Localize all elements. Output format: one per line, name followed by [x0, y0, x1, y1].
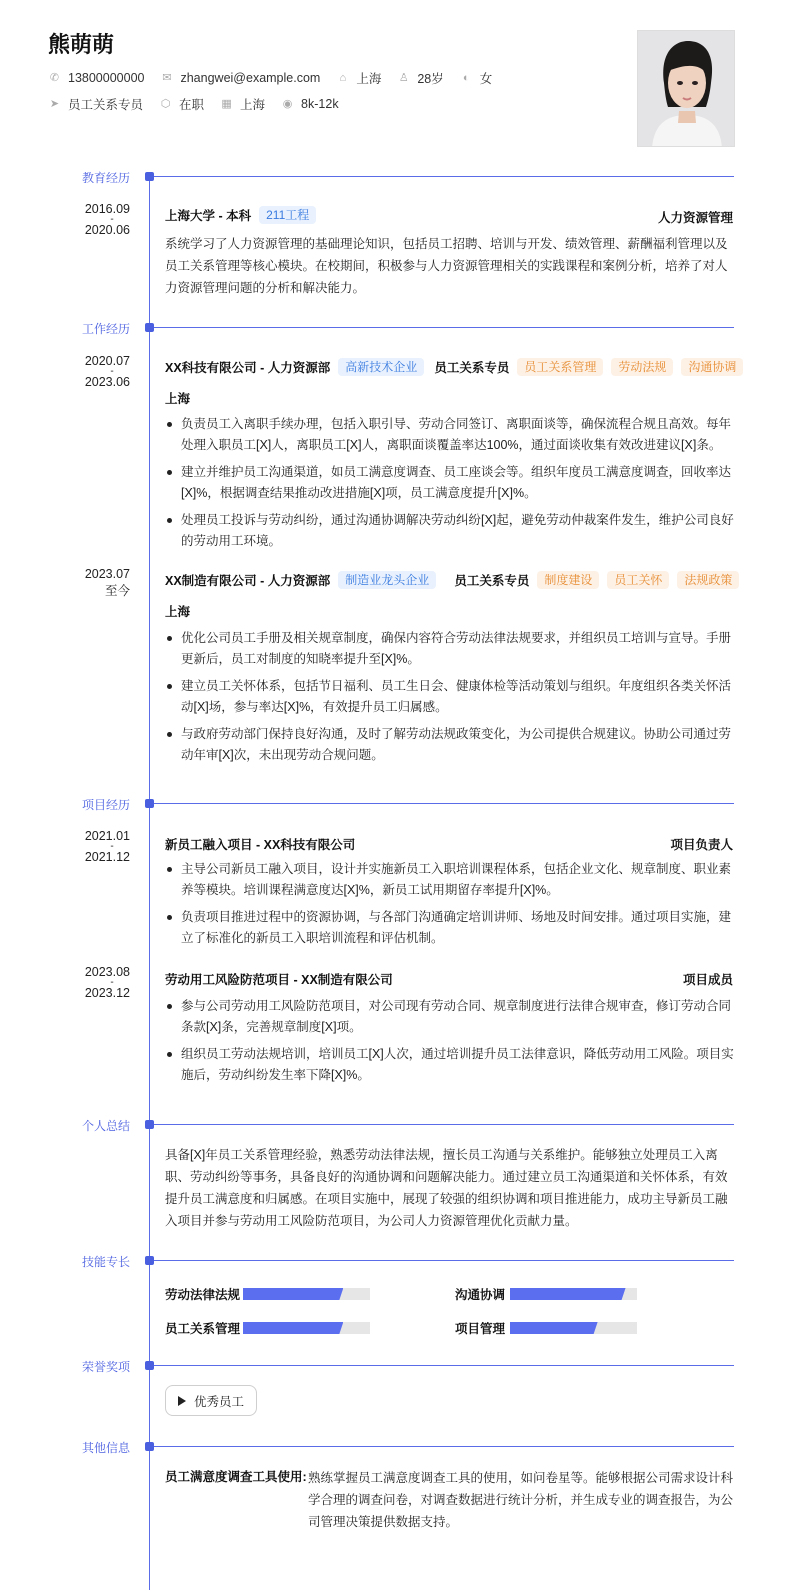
candidate-name: 熊萌萌 — [48, 32, 115, 57]
education-title — [165, 206, 316, 224]
work-city: 上海 — [165, 605, 191, 619]
date-start: 2016.09 — [84, 202, 130, 216]
section-divider — [154, 1124, 734, 1125]
skill-name: 项目管理 — [455, 1322, 506, 1336]
list-item: 负责项目推进过程中的资源协调，与各部门沟通确定培训讲师、场地及时间安排。通过项目实施，建立了标准化的新员工入职培训流程和评估机制。 — [165, 907, 735, 949]
section-marker — [145, 1120, 154, 1129]
cake-icon: ♙ — [398, 71, 409, 84]
section-divider — [154, 327, 734, 328]
gender-text: 女 — [479, 72, 493, 86]
skill-item — [165, 1285, 370, 1303]
project-bullets — [165, 859, 735, 955]
skill-item — [455, 1319, 637, 1337]
target-city-item — [220, 95, 265, 113]
skill-item — [165, 1319, 370, 1337]
skill-tag: 法规政策 — [677, 571, 739, 589]
section-title-skills: 技能专长 — [82, 1255, 131, 1269]
award-name: 优秀员工 — [194, 1394, 245, 1409]
salary-text: 8k-12k — [301, 97, 339, 111]
list-item: 组织员工劳动法规培训，培训员工[X]人次，通过培训提升员工法律意识，降低劳动用工风险。项目实施后，劳动纠纷发生率下降[X]%。 — [165, 1044, 735, 1086]
profile-photo — [637, 30, 735, 147]
position-name: 员工关系专员 — [454, 574, 530, 588]
project-name: 新员工融入项目 - XX科技有限公司 — [165, 838, 356, 852]
work-date: 2020.07 - 2023.06 — [84, 354, 130, 389]
list-item: 优化公司员工手册及相关规章制度，确保内容符合劳动法律法规要求，并组织员工培训与宣导。手册更新后，员工对制度的知晓率提升至[X]%。 — [165, 628, 735, 670]
age-item — [397, 69, 443, 87]
project-bullets — [165, 996, 735, 1092]
list-item: 建立员工关怀体系，包括节日福利、员工生日会、健康体检等活动策划与组织。年度组织各类关怀活动[X]场，参与率达[X]%，有效提升员工归属感。 — [165, 676, 735, 718]
salary-item — [281, 97, 339, 111]
award-badge — [165, 1385, 257, 1416]
work-title — [165, 571, 739, 589]
date-end: 2020.06 — [84, 223, 130, 237]
skill-bar-fill — [510, 1288, 626, 1300]
date-end: 2023.12 — [84, 986, 130, 1000]
section-divider — [154, 1260, 734, 1261]
resume-header — [48, 28, 748, 158]
skill-item — [455, 1285, 637, 1303]
job-text: 员工关系专员 — [68, 98, 144, 112]
date-end: 至今 — [104, 584, 130, 598]
skill-tag: 员工关系管理 — [517, 358, 603, 376]
section-title-summary: 个人总结 — [82, 1119, 131, 1133]
date-start: 2023.08 — [84, 965, 130, 979]
school-tag: 211工程 — [259, 206, 316, 224]
section-marker — [145, 1442, 154, 1451]
skill-name: 员工关系管理 — [165, 1322, 241, 1336]
skill-bar — [243, 1322, 370, 1334]
email-text: zhangwei@example.com — [180, 71, 321, 85]
section-marker — [145, 799, 154, 808]
work-bullets — [165, 628, 735, 772]
company-tag: 高新技术企业 — [338, 358, 424, 376]
phone-item — [48, 71, 144, 85]
age-text: 28岁 — [417, 72, 444, 86]
phone-text: 13800000000 — [68, 71, 145, 85]
project-role: 项目成员 — [682, 973, 733, 987]
building-icon: ▦ — [221, 97, 232, 110]
gender-icon: ◐ — [462, 71, 470, 84]
date-end: 2021.12 — [84, 850, 130, 864]
position-name: 员工关系专员 — [434, 361, 510, 375]
contact-row — [48, 69, 508, 87]
skill-name: 沟通协调 — [455, 1288, 506, 1302]
project-role: 项目负责人 — [670, 838, 733, 852]
home-icon: ⌂ — [339, 71, 347, 84]
skill-tag: 制度建设 — [537, 571, 599, 589]
intent-row — [48, 95, 355, 113]
target-city-text: 上海 — [240, 98, 266, 112]
list-item: 主导公司新员工融入项目，设计并实施新员工入职培训课程体系，包括企业文化、规章制度、职业素养等模块。培训课程满意度达[X]%，新员工试用期留存率提升[X]%。 — [165, 859, 735, 901]
status-text: 在职 — [179, 98, 205, 112]
list-item: 参与公司劳动用工风险防范项目，对公司现有劳动合同、规章制度进行法律合规审查，修订劳动合同条款[X]条，完善规章制度[X]项。 — [165, 996, 735, 1038]
timeline-line — [149, 176, 150, 1590]
section-title-project: 项目经历 — [82, 798, 131, 812]
section-marker — [145, 1361, 154, 1370]
other-text: 熟练掌握员工满意度调查工具的使用，如问卷星等。能够根据公司需求设计科学合理的调查问卷，对调查数据进行统计分析，并生成专业的调查报告，为公司管理决策提供数据支持。 — [308, 1471, 734, 1529]
skill-bar-fill — [510, 1322, 598, 1334]
section-divider — [154, 1365, 734, 1366]
skill-bar-fill — [243, 1322, 343, 1334]
work-city: 上海 — [165, 392, 191, 406]
send-icon: ➤ — [49, 97, 60, 110]
section-marker — [145, 1256, 154, 1265]
work-title — [165, 358, 743, 376]
gender-item — [460, 69, 493, 87]
section-marker — [145, 323, 154, 332]
education-description: 系统学习了人力资源管理的基础理论知识，包括员工招聘、培训与开发、绩效管理、薪酬福利管理以及员工关系管理等核心模块。在校期间，积极参与人力资源管理相关的实践课程和案例分析，培养了对人力资源管理问题的分析和解决能力。 — [165, 237, 728, 295]
date-end: 2023.06 — [84, 375, 130, 389]
city-text: 上海 — [356, 72, 382, 86]
work-date — [70, 568, 130, 598]
section-title-work: 工作经历 — [82, 322, 131, 336]
coin-icon: ◉ — [282, 97, 293, 110]
project-date: 2021.01 - 2021.12 — [84, 829, 130, 864]
skill-tag: 员工关怀 — [607, 571, 669, 589]
date-start: 2021.01 — [84, 829, 130, 843]
email-item — [160, 71, 320, 85]
status-icon: ⬡ — [160, 97, 171, 110]
section-title-education: 教育经历 — [82, 171, 131, 185]
list-item: 与政府劳动部门保持良好沟通，及时了解劳动法规政策变化，为公司提供合规建议。协助公司通过劳动年审[X]次，未出现劳动合规问题。 — [165, 724, 735, 766]
project-title — [165, 835, 355, 853]
summary-text: 具备[X]年员工关系管理经验，熟悉劳动法律法规，擅长员工沟通与关系维护。能够独立处理员工入离职、劳动纠纷等事务，具备良好的沟通协调和问题解决能力。通过建立员工沟通渠道和关怀体系，有效提升员工满意度和归属感。在项目实施中，展现了较强的组织协调和项目推进能力，成功主导新员工融入项目并参与劳动用工风险防范项目，为公司人力资源管理优化贡献力量。 — [165, 1148, 728, 1228]
section-divider — [154, 1446, 734, 1447]
skill-bar-fill — [243, 1288, 343, 1300]
company-name: XX制造有限公司 - 人力资源部 — [165, 574, 331, 588]
education-date: 2016.09 - 2020.06 — [84, 202, 130, 237]
section-title-other: 其他信息 — [82, 1441, 131, 1455]
school-name: 上海大学 - 本科 — [165, 209, 252, 223]
phone-icon: ✆ — [49, 71, 60, 84]
date-start: 2020.07 — [84, 354, 130, 368]
project-title — [165, 970, 393, 988]
mail-icon: ✉ — [162, 71, 172, 84]
city-item — [336, 69, 381, 87]
skill-tag: 沟通协调 — [681, 358, 743, 376]
list-item: 负责员工入离职手续办理，包括入职引导、劳动合同签订、离职面谈等，确保流程合规且高效。每年处理入职员工[X]人，离职员工[X]人，离职面谈覆盖率达100%，通过面谈收集有效改进建议[X]条。 — [165, 414, 735, 456]
work-bullets — [165, 414, 735, 558]
project-name: 劳动用工风险防范项目 - XX制造有限公司 — [165, 973, 393, 987]
skill-bar — [510, 1322, 637, 1334]
date-start: 2023.07 — [84, 567, 130, 581]
play-icon — [178, 1396, 186, 1406]
skill-tag: 劳动法规 — [611, 358, 673, 376]
skill-bar — [243, 1288, 370, 1300]
skill-bar — [510, 1288, 637, 1300]
section-divider — [154, 176, 734, 177]
education-major: 人力资源管理 — [657, 211, 733, 225]
section-title-awards: 荣誉奖项 — [82, 1360, 131, 1374]
list-item: 处理员工投诉与劳动纠纷，通过沟通协调解决劳动纠纷[X]起，避免劳动仲裁案件发生，维护公司良好的劳动用工环境。 — [165, 510, 735, 552]
skill-name: 劳动法律法规 — [165, 1288, 241, 1302]
list-item: 建立并维护员工沟通渠道，如员工满意度调查、员工座谈会等。组织年度员工满意度调查，回收率达[X]%，根据调查结果推动改进措施[X]项，员工满意度提升[X]%。 — [165, 462, 735, 504]
company-tag: 制造业龙头企业 — [338, 571, 436, 589]
section-divider — [154, 803, 734, 804]
project-date: 2023.08 - 2023.12 — [84, 965, 130, 1000]
company-name: XX科技有限公司 - 人力资源部 — [165, 361, 331, 375]
portrait-image — [638, 31, 735, 147]
job-item — [48, 95, 143, 113]
status-item — [159, 95, 204, 113]
section-marker — [145, 172, 154, 181]
other-label: 员工满意度调查工具使用: — [165, 1470, 307, 1484]
